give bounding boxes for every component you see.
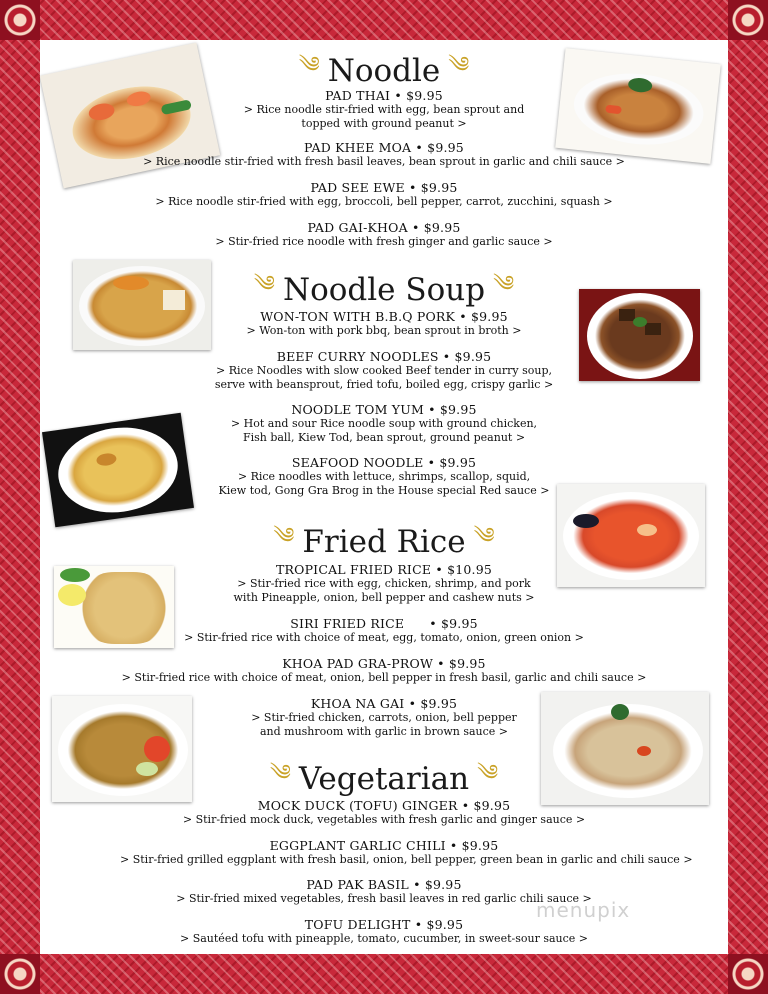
ornament-icon: ༄ [273, 524, 295, 549]
menu-item: TROPICAL FRIED RICE • $10.95 > Stir-fried rice with egg, chicken, shrimp, and pork with Pineapple, onion, bell pepper and cashew nuts > [233, 562, 535, 604]
ornament-icon: ༄ [448, 53, 470, 78]
corner-ornament [0, 954, 40, 994]
section-heading-vegetarian: ༄ Vegetarian ༄ [0, 748, 768, 810]
menu-item: PAD KHEE MOA • $9.95 > Rice noodle stir-fried with fresh basil leaves, bean sprout in garlic and chili sauce > [143, 140, 625, 168]
ornament-icon: ༄ [269, 761, 291, 786]
menu-item: WON-TON WITH B.B.Q PORK • $9.95 > Won-ton with pork bbq, bean sprout in broth > [246, 309, 522, 337]
menu-item: BEEF CURRY NOODLES • $9.95 > Rice Noodles with slow cooked Beef tender in curry soup, serve with beansprout, fried tofu, boiled egg, crispy garlic > [214, 349, 554, 391]
ornament-icon: ༄ [473, 524, 495, 549]
menu-item: PAD PAK BASIL • $9.95 > Stir-fried mixed vegetables, fresh basil leaves in red garlic chili sauce > [176, 877, 592, 905]
menu-item: EGGPLANT GARLIC CHILI • $9.95 > Stir-fried grilled eggplant with fresh basil, onion, bell pepper, green bean in garlic and chili sauce > [120, 838, 693, 866]
menu-item: PAD SEE EWE • $9.95 > Rice noodle stir-fried with egg, broccoli, bell pepper, carrot, zucchini, squash > [155, 180, 613, 208]
menu-item: NOODLE TOM YUM • $9.95 > Hot and sour Rice noodle soup with ground chicken, Fish ball, Kiew Tod, bean sprout, ground peanut > [230, 402, 538, 444]
ornament-icon: ༄ [298, 53, 320, 78]
menu-item: SIRI FRIED RICE • $9.95 > Stir-fried rice with choice of meat, egg, tomato, onion, green onion > [184, 616, 584, 644]
menu-item: KHOA NA GAI • $9.95 > Stir-fried chicken, carrots, onion, bell pepper and mushroom with garlic in brown sauce > [251, 696, 517, 738]
ornament-icon: ༄ [253, 272, 275, 297]
section-heading-noodle-soup: ༄ Noodle Soup ༄ [0, 259, 768, 321]
menu-item: KHOA PAD GRA-PROW • $9.95 > Stir-fried rice with choice of meat, onion, bell pepper in fresh basil, garlic and chili sauce > [121, 656, 647, 684]
menu-item: PAD GAI-KHOA • $9.95 > Stir-fried rice noodle with fresh ginger and garlic sauce > [215, 220, 553, 248]
corner-ornament [728, 0, 768, 40]
corner-ornament [0, 0, 40, 40]
ornament-icon: ༄ [477, 761, 499, 786]
section-heading-noodle: ༄ Noodle ༄ [0, 40, 768, 102]
watermark: menupix [536, 898, 631, 922]
corner-ornament [728, 954, 768, 994]
section-heading-fried-rice: ༄ Fried Rice ༄ [0, 511, 768, 573]
menu-item: PAD THAI • $9.95 > Rice noodle stir-fried with egg, bean sprout and topped with ground peanut > [243, 88, 525, 130]
ornament-icon: ༄ [493, 272, 515, 297]
menu-item: TOFU DELIGHT • $9.95 > Sautéed tofu with pineapple, tomato, cucumber, in sweet-sour sauce > [180, 917, 588, 945]
menu-item: MOCK DUCK (TOFU) GINGER • $9.95 > Stir-fried mock duck, vegetables with fresh garlic and ginger sauce > [182, 798, 586, 826]
menu-item: SEAFOOD NOODLE • $9.95 > Rice noodles with lettuce, shrimps, scallop, squid, Kiew tod, Gong Gra Brog in the House special Red sauce > [218, 455, 550, 497]
